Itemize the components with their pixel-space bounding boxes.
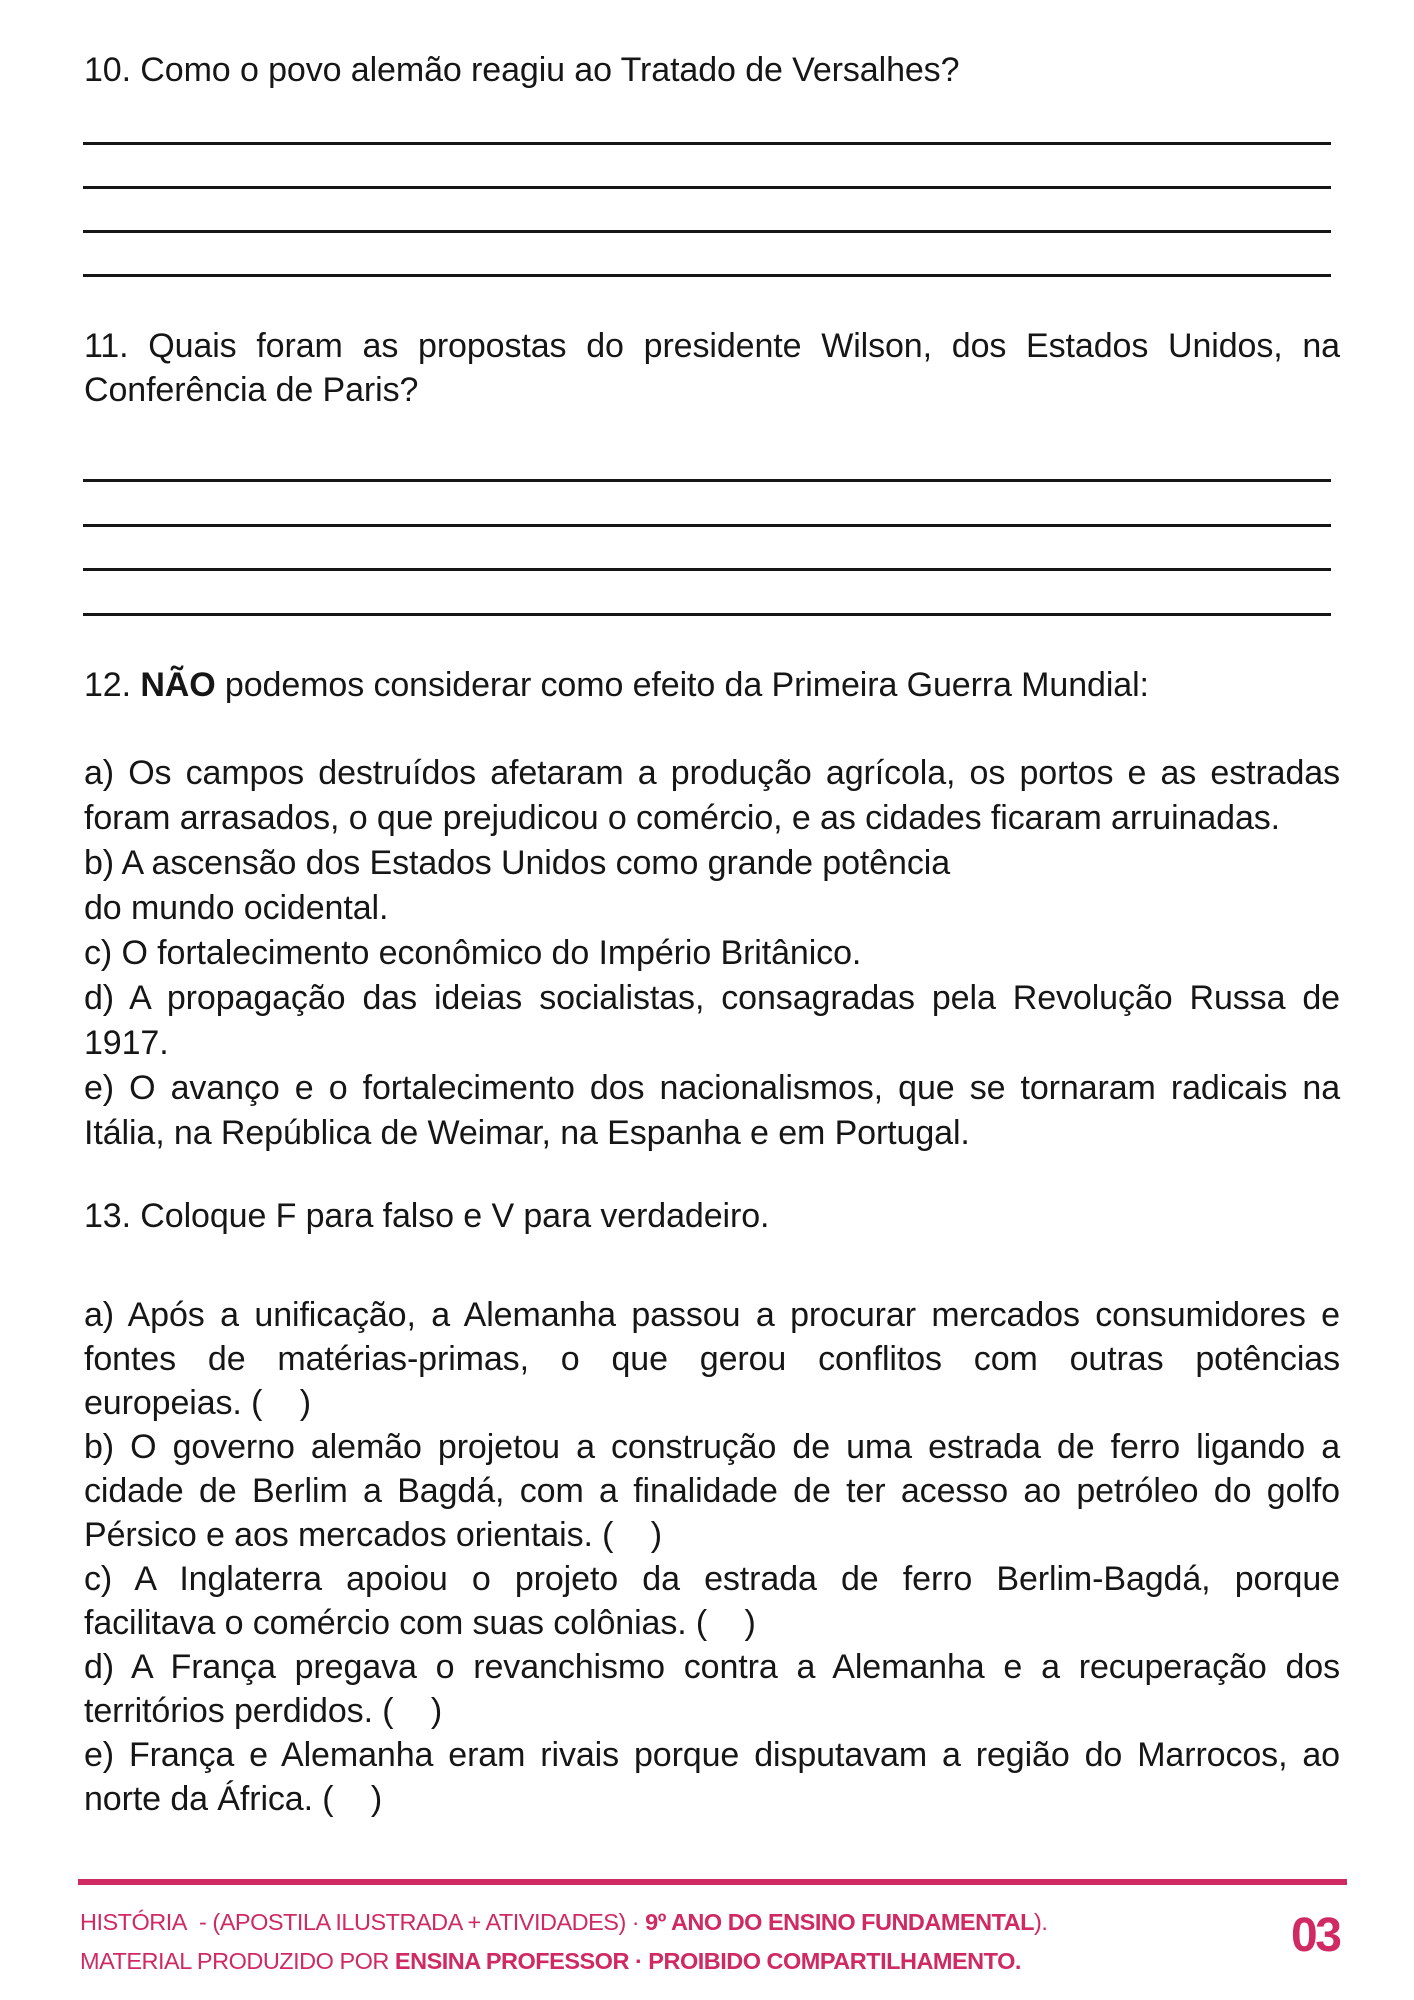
question-text-line: 11. Quais foram as propostas do presidente Wilson, dos Estados Unidos, na (84, 327, 1340, 365)
answer-line (83, 568, 1331, 571)
option-d-line: d) A propagação das ideias socialistas, consagradas pela Revolução Russa de (84, 979, 1340, 1017)
question-13-title (84, 1194, 1340, 1238)
answer-line (83, 613, 1331, 616)
question-12-options (84, 751, 1340, 1156)
item-a-line: europeias. ( ) (84, 1384, 311, 1422)
option-b-line: do mundo ocidental. (84, 889, 389, 927)
answer-line (83, 479, 1331, 482)
question-11-title (84, 324, 1340, 412)
option-b-line: b) A ascensão dos Estados Unidos como grande potência (84, 844, 951, 882)
footer-brand-label: ENSINA PROFESSOR · PROIBIDO COMPARTILHAMENTO. (394, 1948, 1021, 1974)
question-text: 10. Como o povo alemão reagiu ao Tratado de Versalhes? (84, 51, 960, 89)
question-10-title (84, 48, 1340, 92)
footer-grade-label: 9º ANO DO ENSINO FUNDAMENTAL (645, 1909, 1035, 1935)
option-d-line: 1917. (84, 1024, 169, 1062)
option-e-line: Itália, na República de Weimar, na Espanha e em Portugal. (84, 1114, 970, 1152)
item-b-line: b) O governo alemão projetou a construção de uma estrada de ferro ligando a (84, 1428, 1340, 1466)
item-d-line: territórios perdidos. ( ) (84, 1692, 443, 1730)
footer-series-label: HISTÓRIA - (APOSTILA ILUSTRADA + ATIVIDADES) · (80, 1909, 646, 1935)
question-rest: podemos considerar como efeito da Primeira Guerra Mundial: (215, 666, 1149, 704)
item-d-line: d) A França pregava o revanchismo contra a Alemanha e a recuperação dos (84, 1648, 1340, 1686)
question-text (84, 663, 1340, 707)
footer-grade-end: ). (1034, 1909, 1048, 1935)
answer-line (83, 186, 1331, 189)
footer-divider (78, 1879, 1347, 1885)
option-a-line: a) Os campos destruídos afetaram a produção agrícola, os portos e as estradas (84, 754, 1340, 792)
footer-producer-info (80, 1947, 1021, 1975)
option-c-line: c) O fortalecimento econômico do Império Britânico. (84, 934, 862, 972)
option-a-line: foram arrasados, o que prejudicou o comércio, e as cidades ficaram arruinadas. (84, 799, 1281, 837)
item-e-line: e) França e Alemanha eram rivais porque disputavam a região do Marrocos, ao (84, 1736, 1340, 1774)
item-b-line: Pérsico e aos mercados orientais. ( ) (84, 1516, 663, 1554)
item-c-line: facilitava o comércio com suas colônias. ( ) (84, 1604, 756, 1642)
question-text-line: Conferência de Paris? (84, 371, 419, 409)
question-text: 13. Coloque F para falso e V para verdadeiro. (84, 1197, 770, 1235)
answer-line (83, 274, 1331, 277)
page-number: 03 (1291, 1909, 1340, 1962)
question-13-items (84, 1293, 1340, 1821)
question-12-title (84, 663, 1340, 707)
item-a-line: a) Após a unificação, a Alemanha passou a procurar mercados consumidores e (84, 1296, 1340, 1334)
question-number: 12. (84, 666, 141, 704)
answer-line (83, 524, 1331, 527)
footer-producer-label: MATERIAL PRODUZIDO POR (80, 1948, 395, 1974)
item-a-line: fontes de matérias-primas, o que gerou conflitos com outras potências (84, 1340, 1340, 1378)
footer-course-info (80, 1908, 1047, 1936)
answer-line (83, 230, 1331, 233)
item-c-line: c) A Inglaterra apoiou o projeto da estrada de ferro Berlim-Bagdá, porque (84, 1560, 1340, 1598)
item-e-line: norte da África. ( ) (84, 1780, 383, 1818)
question-bold-word: NÃO (140, 666, 216, 704)
option-e-line: e) O avanço e o fortalecimento dos nacionalismos, que se tornaram radicais na (84, 1069, 1340, 1107)
item-b-line: cidade de Berlim a Bagdá, com a finalidade de ter acesso ao petróleo do golfo (84, 1472, 1340, 1510)
answer-line (83, 142, 1331, 145)
